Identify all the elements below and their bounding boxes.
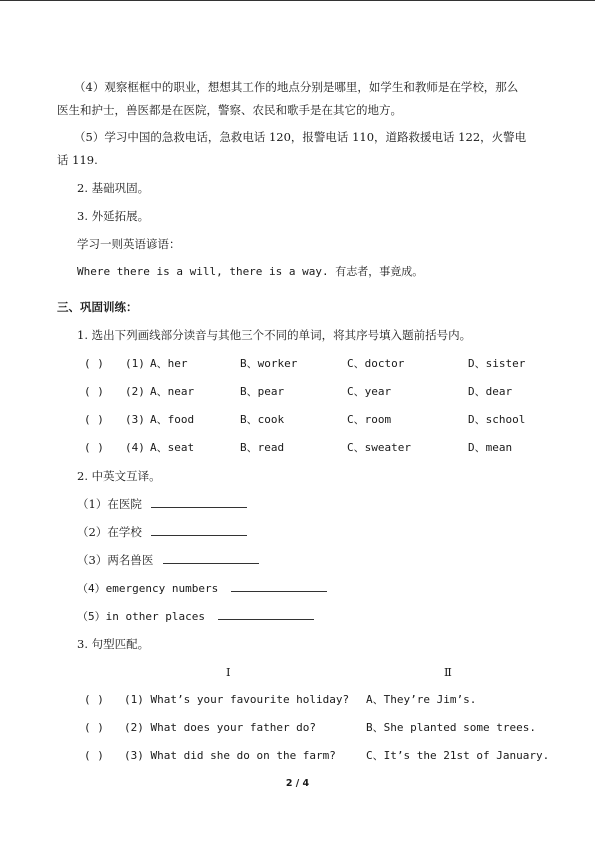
option-b: B、cook (240, 413, 285, 426)
q3-instruction: 3. 句型匹配。 (77, 637, 150, 651)
option-d: D、sister (468, 357, 526, 370)
q2-item-prompt: （5）in other places (77, 610, 205, 623)
option-c: C、doctor (347, 357, 405, 370)
question-number: (1) (125, 357, 145, 370)
q3-question: (1) What’s your favourite holiday? (124, 693, 350, 706)
q3-answer: C、It’s the 21st of January. (366, 749, 550, 762)
answer-blank[interactable] (231, 581, 327, 592)
item-3-extension: 3. 外延拓展。 (77, 209, 150, 223)
q2-item (77, 525, 247, 539)
answer-bracket[interactable]: ( ) (84, 385, 104, 398)
option-a: A、her (150, 357, 188, 370)
item-2-basic: 2. 基础巩固。 (77, 181, 150, 195)
option-b: B、worker (240, 357, 298, 370)
proverb-intro: 学习一则英语谚语： (77, 237, 181, 251)
option-c: C、year (347, 385, 392, 398)
answer-bracket[interactable]: ( ) (84, 721, 104, 734)
q2-item-prompt: （4）emergency numbers (77, 582, 219, 595)
answer-blank[interactable] (151, 525, 247, 536)
answer-blank[interactable] (163, 553, 259, 564)
q2-item (77, 581, 327, 596)
q2-item (77, 497, 247, 511)
q3-question: (2) What does your father do? (124, 721, 317, 734)
q2-item (77, 553, 259, 567)
answer-blank[interactable] (151, 497, 247, 508)
column-1-heading: Ⅰ (226, 665, 231, 679)
answer-bracket[interactable]: ( ) (84, 357, 104, 370)
option-b: B、pear (240, 385, 285, 398)
paragraph-5-line-1: （5）学习中国的急救电话，急救电话 120，报警电话 110，道路救援电话 122，火警电 (74, 130, 527, 144)
option-d: D、school (468, 413, 526, 426)
question-number: (2) (125, 385, 145, 398)
q3-question: (3) What did she do on the farm? (124, 749, 336, 762)
q3-answer: A、They’re Jim’s. (366, 693, 477, 706)
column-2-heading: Ⅱ (444, 665, 452, 679)
q2-item-prompt: （3）两名兽医 (77, 553, 154, 567)
section-3-title: 三、巩固训练： (57, 300, 138, 314)
answer-blank[interactable] (218, 609, 314, 620)
top-rule (0, 0, 595, 1)
question-number: (3) (125, 413, 145, 426)
paragraph-5-line-2: 话 119. (57, 153, 98, 167)
answer-bracket[interactable]: ( ) (84, 413, 104, 426)
option-a: A、near (150, 385, 195, 398)
option-b: B、read (240, 441, 285, 454)
q2-instruction: 2. 中英文互译。 (77, 469, 161, 483)
q2-item-prompt: （1）在医院 (77, 497, 142, 511)
q3-answer: B、She planted some trees. (366, 721, 536, 734)
answer-bracket[interactable]: ( ) (84, 693, 104, 706)
option-d: D、dear (468, 385, 513, 398)
paragraph-4-line-1: （4）观察框框中的职业，想想其工作的地点分别是哪里，如学生和教师是在学校，那么 (74, 80, 519, 94)
option-c: C、room (347, 413, 392, 426)
paragraph-4-line-2: 医生和护士，兽医都是在医院，警察、农民和歌手是在其它的地方。 (57, 103, 402, 117)
page-number: 2 / 4 (285, 778, 310, 789)
option-d: D、mean (468, 441, 513, 454)
q2-item-prompt: （2）在学校 (77, 525, 142, 539)
option-a: A、food (150, 413, 195, 426)
option-c: C、sweater (347, 441, 411, 454)
question-number: (4) (125, 441, 145, 454)
answer-bracket[interactable]: ( ) (84, 749, 104, 762)
q1-instruction: 1. 选出下列画线部分读音与其他三个不同的单词，将其序号填入题前括号内。 (77, 328, 472, 342)
answer-bracket[interactable]: ( ) (84, 441, 104, 454)
proverb-text: Where there is a will, there is a way. 有志者，事竟成。 (77, 265, 424, 278)
q2-item (77, 609, 314, 624)
option-a: A、seat (150, 441, 195, 454)
